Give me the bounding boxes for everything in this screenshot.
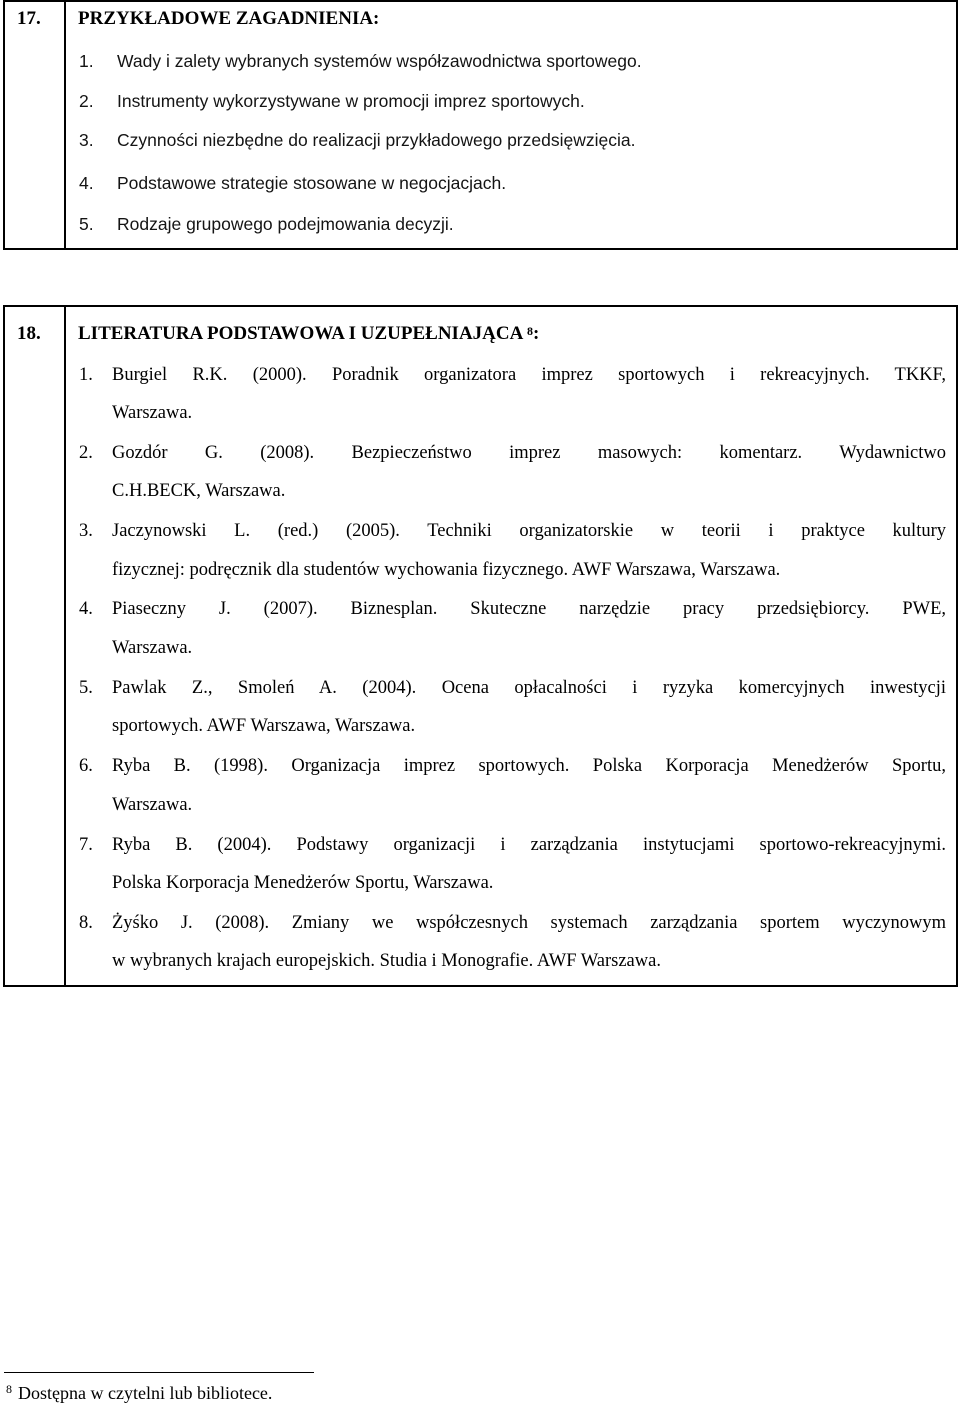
section-number: 17. xyxy=(17,8,41,29)
footnote-text: Dostępna w czytelni lub bibliotece. xyxy=(18,1383,273,1403)
list-item: 3. Czynności niezbędne do realizacji przykładowego przedsięwzięcia. xyxy=(79,130,636,150)
footnote-mark: 8 xyxy=(6,1382,12,1396)
list-item: 1. Wady i zalety wybranych systemów współzawodnictwa sportowego. xyxy=(79,51,642,71)
footnote xyxy=(6,1382,272,1406)
footnote-separator xyxy=(4,1372,314,1373)
list-item: 4. Podstawowe strategie stosowane w negocjacjach. xyxy=(79,173,507,193)
section-heading: LITERATURA PODSTAWOWA I UZUPEŁNIAJĄCA $^8$: xyxy=(78,323,540,344)
number-column-divider xyxy=(64,307,66,985)
number-column-divider xyxy=(64,2,66,248)
list-item: 2. Instrumenty wykorzystywane w promocji imprez sportowych. xyxy=(79,91,585,111)
section-heading: PRZYKŁADOWE ZAGADNIENIA: xyxy=(78,8,380,29)
section-17-box xyxy=(3,0,958,250)
footnote-reference: 8 xyxy=(527,324,534,338)
section-18-box: 18. LITERATURA PODSTAWOWA I UZUPEŁNIAJĄCA $^8$: 1. Burgiel R.K. (2000). Poradnik organizatora imprez sportowych i rekreacyjnych. TKKF, Warszawa. 2. Gozdór G. (2008). Bezpieczeństwo imprez masowych: komentarz. Wydawnictwo C.H.BECK, Warszawa. 3. Jaczynowski L. (red.) (2005). Techniki organizatorskie w teorii i praktyce kultury fizycznej: podręcznik dla studentów wychowania fizycznego. AWF Warszawa, Warszawa. 4. Piaseczny J. (2007). Biznesplan. Skuteczne narzędzie pracy przedsiębiorcy. PWE, Warszawa. 5. Pawlak Z., Smoleń A. (2004). Ocena opłacalności i ryzyka komercyjnych inwestycji sportowych. AWF Warszawa, Warszawa. 6. Ryba B. (1998). Organizacja imprez sportowych. Polska Korporacja Menedżerów Sportu, Warszawa. 7. Ryba B. (2004). Podstawy organizacji i zarządzania instytucjami sportowo-rekreacyjnymi. Polska Korporacja Menedżerów Sportu, Warszawa. 8. Żyśko J. (2008). Zmiany we współczesnych systemach zarządzania sportem wyczynowym w wybranych krajach europejskich. Studia i Monografie. AWF Warszawa. xyxy=(3,305,958,987)
section-number: 18. xyxy=(17,323,41,344)
list-item: 5. Rodzaje grupowego podejmowania decyzji. xyxy=(79,214,454,234)
